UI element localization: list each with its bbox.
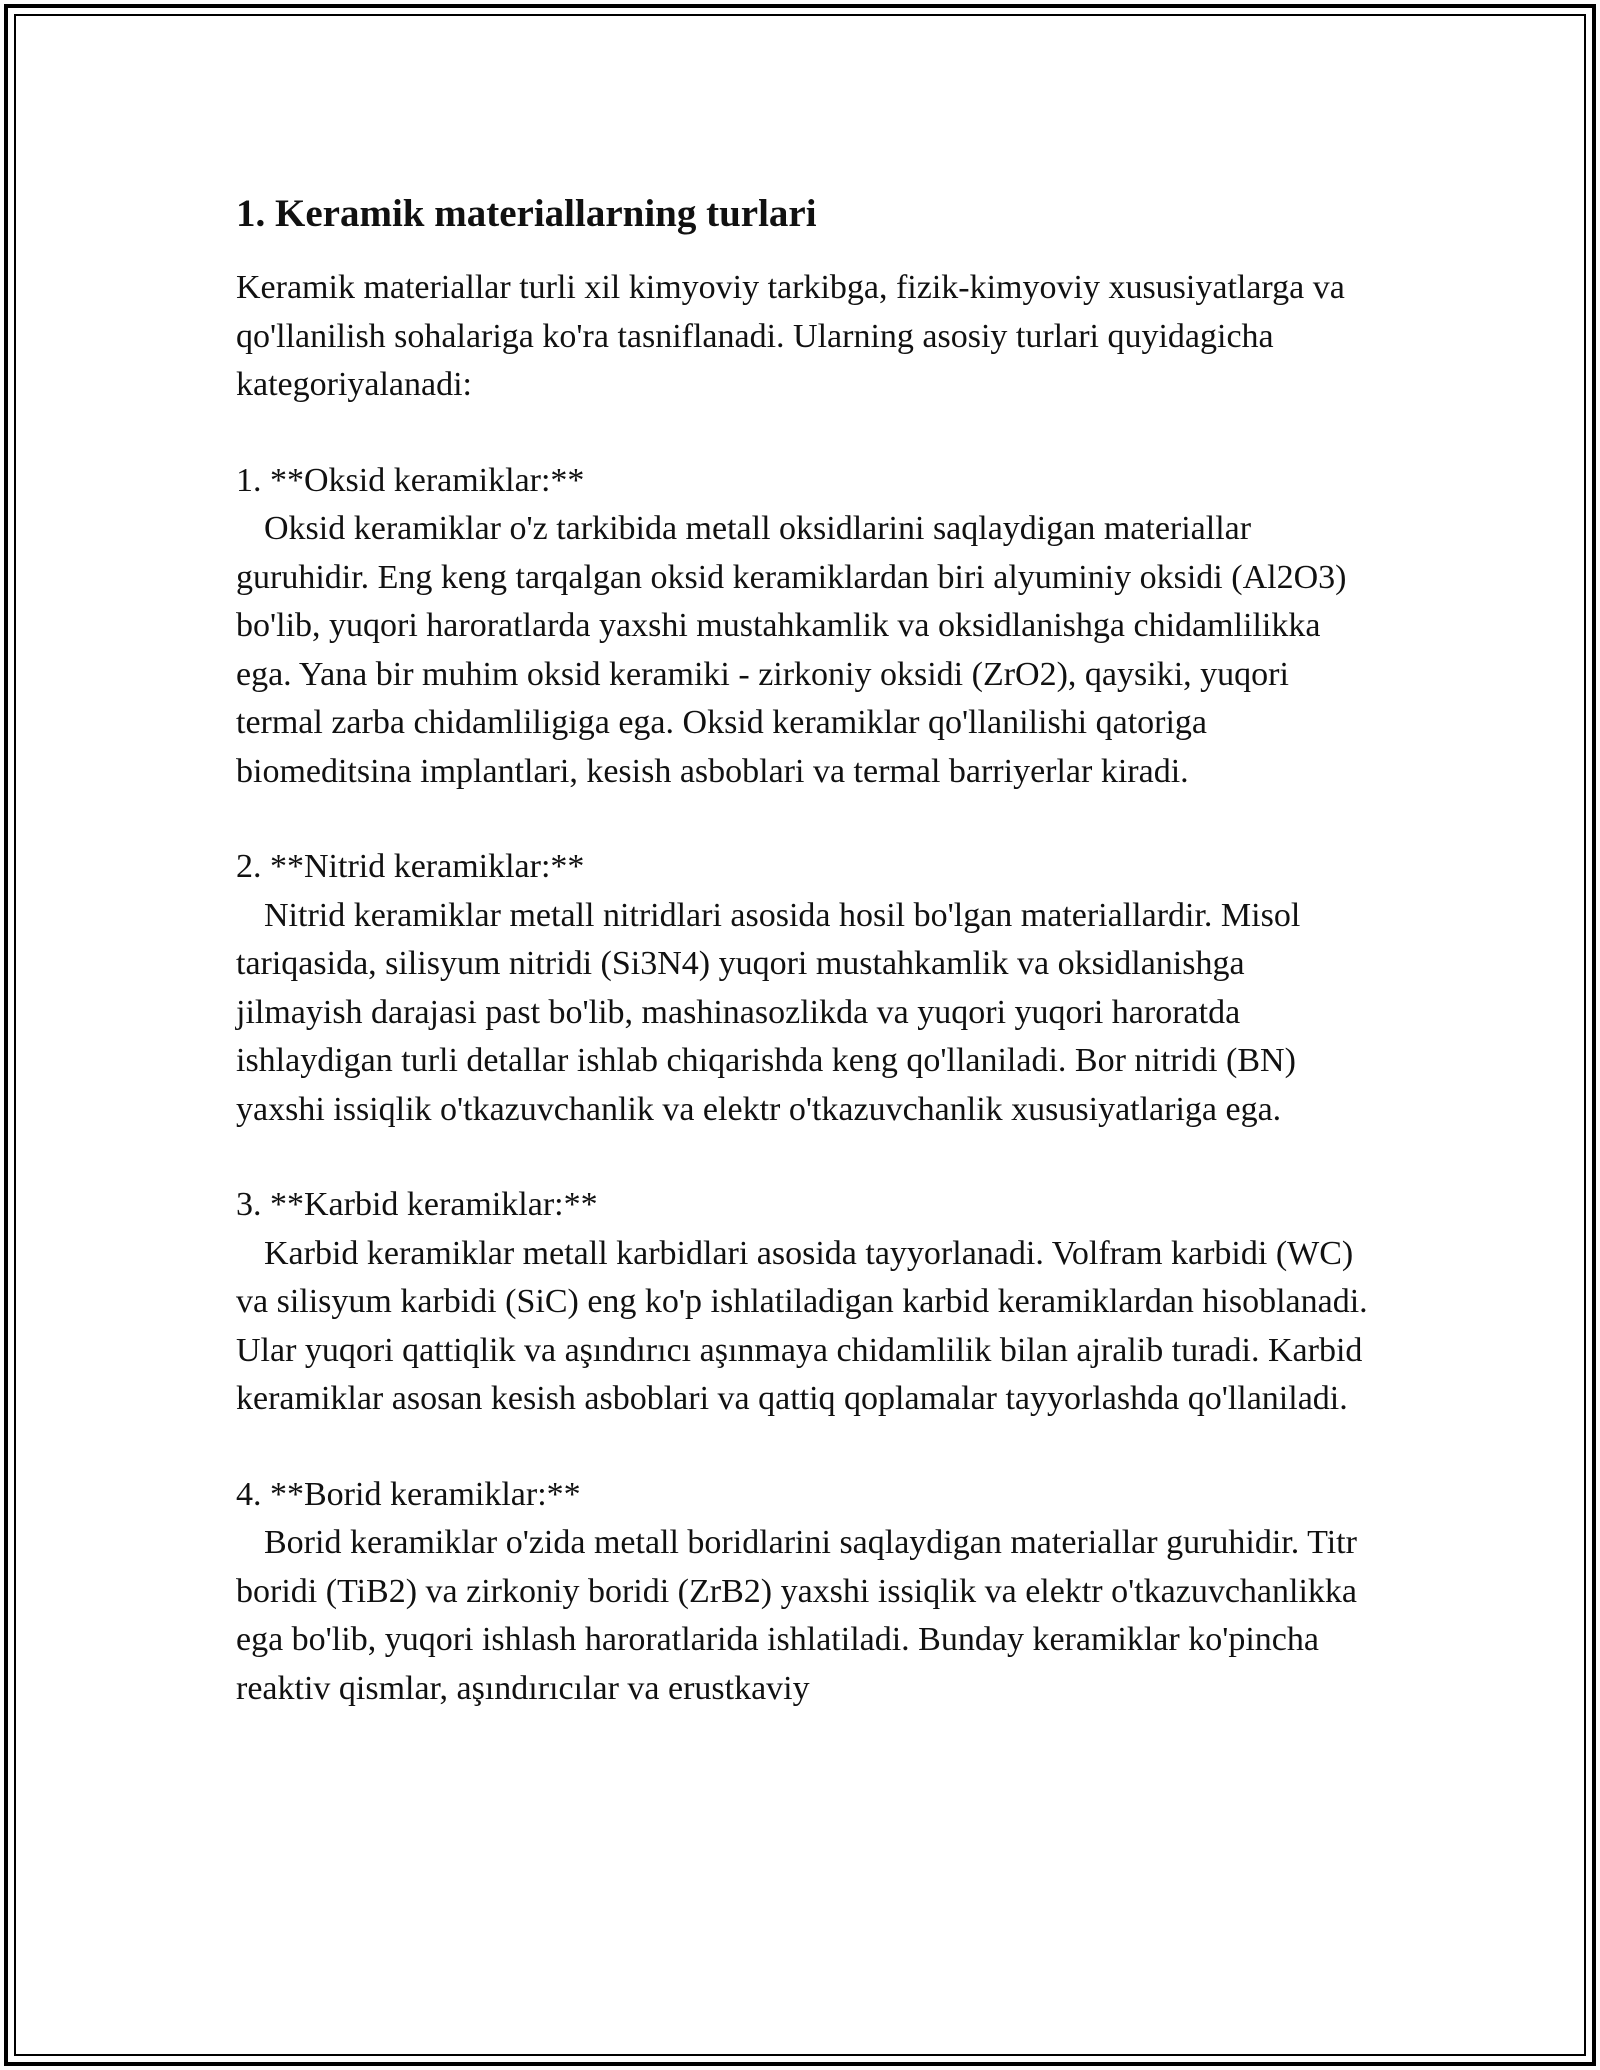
paragraph-gap bbox=[236, 796, 1376, 843]
intro-paragraph: Keramik materiallar turli xil kimyoviy tarkibga, fizik-kimyoviy xususiyatlarga va qo'llanilish sohalariga ko'ra tasniflanadi. Ularning asosiy turlari quyidagicha kategoriyalanadi: bbox=[236, 269, 1345, 403]
carbide-ceramics-body: Karbid keramiklar metall karbidlari asosida tayyorlanadi. Volfram karbidi (WC) va silisyum karbidi (SiC) eng ko'p ishlatiladigan karbid keramiklardan hisoblanadi. Ular yuqori qattiqlik va aşındırıcı aşınmaya chidamlilik bilan ajralib turadi. Karbid keramiklar asosan kesish asboblari va qattiq qoplamalar tayyorlashda qo'llaniladi. bbox=[236, 1234, 1368, 1417]
nitride-ceramics-heading: 2. **Nitrid keramiklar:** bbox=[236, 848, 585, 885]
oxide-ceramics-body: Oksid keramiklar o'z tarkibida metall oksidlarini saqlaydigan materiallar guruhidir. Eng keng tarqalgan oksid keramiklardan biri alyuminiy oksidi (Al2O3) bo'lib, yuqori haroratlarda yaxshi mustahkamlik va oksidlanishga chidamlilikka ega. Yana bir muhim oksid keramiki - zirkoniy oksidi (ZrO2), qaysiki, yuqori termal zarba chidamliligiga ega. Oksid keramiklar qo'llanilishi qatoriga biomeditsina implantlari, kesish asboblari va termal barriyerlar kiradi. bbox=[236, 510, 1347, 790]
paragraph-gap bbox=[236, 1424, 1376, 1471]
paragraph-gap bbox=[236, 410, 1376, 457]
document-body bbox=[236, 190, 1376, 1713]
nitride-ceramics-body: Nitrid keramiklar metall nitridlari asosida hosil bo'lgan materiallardir. Misol tariqasida, silisyum nitridi (Si3N4) yuqori mustahkamlik va oksidlanishga jilmayish darajasi past bo'lib, mashinasozlikda va yuqori yuqori haroratda ishlaydigan turli detallar ishlab chiqarishda keng qo'llaniladi. Bor nitridi (BN) yaxshi issiqlik o'tkazuvchanlik va elektr o'tkazuvchanlik xususiyatlariga ega. bbox=[236, 896, 1301, 1128]
paragraph-gap bbox=[236, 1134, 1376, 1181]
carbide-ceramics-heading: 3. **Karbid keramiklar:** bbox=[236, 1186, 598, 1223]
boride-ceramics-heading: 4. **Borid keramiklar:** bbox=[236, 1475, 581, 1513]
oxide-ceramics-heading: 1. **Oksid keramiklar:** bbox=[236, 461, 585, 499]
section-title: 1. Keramik materiallarning turlari bbox=[236, 192, 817, 235]
boride-ceramics-body: Borid keramiklar o'zida metall boridlarini saqlaydigan materiallar guruhidir. Titr boridi (TiB2) va zirkoniy boridi (ZrB2) yaxshi issiqlik va elektr o'tkazuvchanlikka ega bo'lib, yuqori ishlash haroratlarida ishlatiladi. Bunday keramiklar ko'pincha reaktiv qismlar, aşındırıcılar va erustkaviy bbox=[236, 1524, 1358, 1707]
